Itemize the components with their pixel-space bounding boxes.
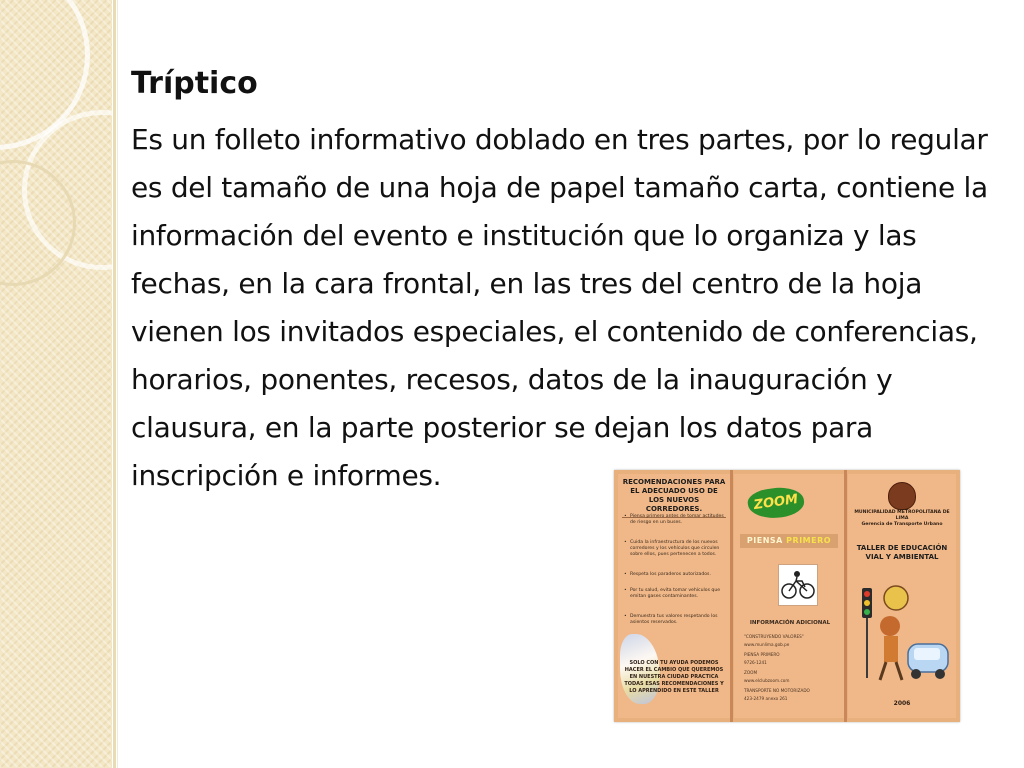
brochure-panel-right	[848, 474, 956, 718]
brochure-fold-line	[844, 470, 847, 722]
info-line: "CONSTRUYENDO VALORES"	[744, 634, 804, 639]
info-heading: INFORMACIÓN ADICIONAL	[749, 620, 831, 626]
piensa-label: PIENSA	[746, 536, 783, 545]
info-line: TRANSPORTE NO MOTORIZADO	[744, 688, 810, 693]
triptych-brochure-image	[614, 470, 960, 722]
municipality-name	[854, 510, 950, 528]
info-line: PIENSA PRIMERO	[744, 652, 780, 657]
info-line: ZOOM	[744, 670, 758, 675]
brochure-panel-left	[618, 474, 730, 718]
decorative-side-band	[0, 0, 112, 768]
slide-title: Tríptico	[131, 66, 258, 101]
brochure-bullet: • Piensa primero antes de tomar actitudes de riesgo en un buses.	[624, 514, 728, 526]
slide-paragraph: Es un folleto informativo doblado en tres partes, por lo regular es del tamaño de una hoja de papel tamaño carta, contiene la información del evento e institución que lo organiza y las fechas, en la cara frontal, en las tres del centro de la hoja vienen los invitados especiales, el contenido de conferencias, horarios, ponentes, recesos, datos de la inauguración y clausura, en la parte posterior se dejan los datos para inscripción e informes.	[131, 123, 988, 492]
brochure-bullet: • Por tu salud, evita tomar vehículos que emitan gases contaminantes.	[624, 588, 728, 600]
side-divider	[113, 0, 116, 768]
brochure-panel-middle	[734, 474, 844, 718]
municipality-label: MUNICIPALIDAD METROPOLITANA DE LIMA	[854, 510, 950, 521]
side-divider	[117, 0, 118, 768]
municipal-crest-icon	[888, 482, 916, 510]
brochure-bullet: • Demuestra tus valores respetando los asientos reservados.	[624, 614, 728, 626]
info-line: www.munlima.gob.pe	[744, 642, 790, 647]
brochure-left-footer: SOLO CON TU AYUDA PODEMOS HACER EL CAMBIO QUE QUEREMOS EN NUESTRA CIUDAD PRACTICA TODAS ESAS RECOMENDACIONES Y LO APRENDIDO EN ESTE TALLER	[624, 660, 724, 694]
info-line: www.elclubzoom.com	[744, 678, 790, 683]
brochure-year: 2006	[893, 700, 911, 707]
bicycle-icon	[778, 564, 818, 606]
brochure-left-heading: RECOMENDACIONES PARA EL ADECUADO USO DE LOS NUEVOS CORREDORES.	[622, 478, 726, 518]
brochure-bullet: • Respeta los paraderos autorizados.	[624, 572, 728, 578]
brochure-fold-line	[730, 470, 733, 722]
workshop-title: TALLER DE EDUCACIÓN VIAL Y AMBIENTAL	[856, 544, 948, 561]
info-line: 423-2479 anexo 261	[744, 696, 788, 701]
traffic-cartoon-illustration	[856, 582, 952, 692]
info-line: 9726-1241	[744, 660, 767, 665]
primero-label: PRIMERO	[786, 536, 832, 545]
zoom-logo: ZOOM	[746, 484, 806, 522]
piensa-primero-banner	[740, 534, 838, 548]
department-label: Gerencia de Transporte Urbano	[861, 522, 943, 527]
brochure-bullet: • Cuida la infraestructura de los nuevos corredores y los vehículos que circulen sobre ellos, pues pertenecen a todos.	[624, 540, 728, 558]
